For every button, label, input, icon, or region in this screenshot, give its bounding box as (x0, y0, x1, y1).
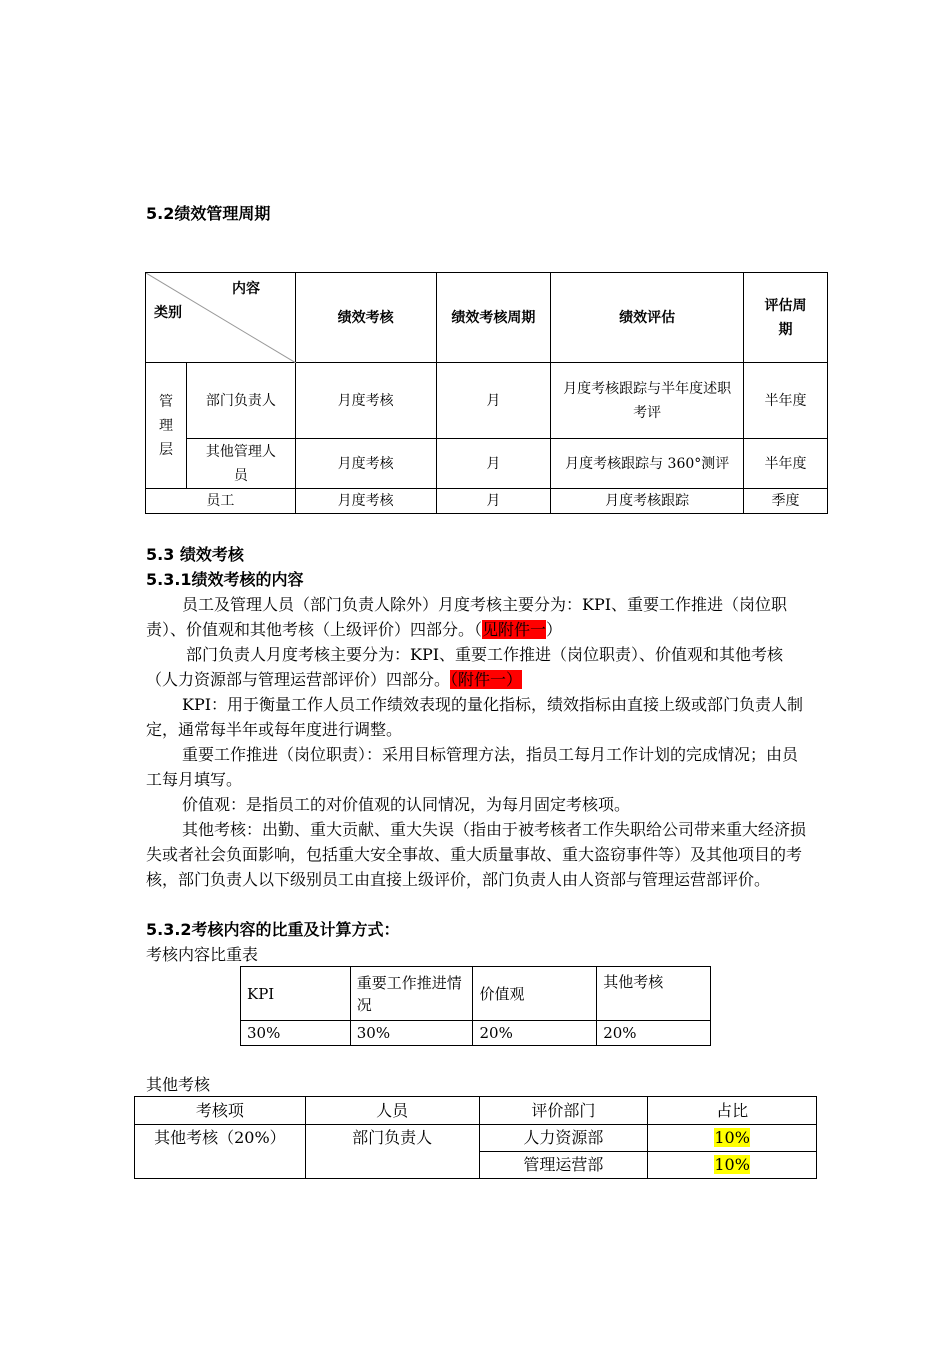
diag-left-label: 类别 (154, 305, 182, 321)
cell: 20% (473, 1021, 597, 1046)
subsection-heading: 5.3.1绩效考核的内容 (146, 570, 304, 589)
table-row (135, 1125, 817, 1152)
cell: 月度考核 (295, 363, 436, 439)
header-cell: 绩效评估 (551, 273, 744, 363)
table-row (146, 363, 828, 439)
header-cell: 其他考核 (597, 967, 711, 1021)
cell: 30% (241, 1021, 351, 1046)
row-label: 员工 (146, 489, 296, 514)
header-cell: 人员 (305, 1097, 479, 1125)
paragraph: KPI：用于衡量工作人员工作绩效表现的量化指标，绩效指标由直接上级或部门负责人制定，通常每半年或每年度进行调整。 (146, 695, 804, 739)
highlight-ref: （附件一） (450, 670, 523, 689)
cell: 半年度 (744, 363, 828, 439)
cell: 月 (436, 489, 551, 514)
section-heading: 5.3 绩效考核 (146, 545, 244, 564)
row-label: 部门负责人 (186, 363, 295, 439)
highlighted-value: 10% (714, 1155, 750, 1174)
header-cell: 价值观 (473, 967, 597, 1021)
highlighted-value: 10% (714, 1128, 750, 1147)
cell: 半年度 (744, 439, 828, 489)
header-cell: 占比 (648, 1097, 817, 1125)
cell: 季度 (744, 489, 828, 514)
cell: 管理运营部 (479, 1152, 648, 1179)
cell: 部门负责人 (305, 1125, 479, 1179)
paragraph-text: ） (546, 620, 563, 639)
cell: 月度考核 (295, 489, 436, 514)
paragraph: 重要工作推进（岗位职责）：采用目标管理方法，指员工每月工作计划的完成情况；由员工每月填写。 (146, 745, 799, 789)
section-heading: 5.2绩效管理周期 (146, 204, 271, 223)
cell: 月度考核 (295, 439, 436, 489)
cell (648, 1125, 817, 1152)
table-row (146, 439, 828, 489)
cell: 其他考核（20%） (135, 1125, 306, 1179)
cell: 人力资源部 (479, 1125, 648, 1152)
cell: 月度考核跟踪与半年度述职考评 (551, 363, 744, 439)
table-caption: 考核内容比重表 (146, 945, 259, 964)
subsection-heading: 5.3.2考核内容的比重及计算方式： (146, 920, 400, 939)
highlight-ref: 见附件一 (482, 620, 547, 639)
header-cell: 绩效考核 (295, 273, 436, 363)
header-cell: 绩效考核周期 (436, 273, 551, 363)
header-cell: 评估周期 (744, 273, 828, 363)
cell: 月度考核跟踪与 360°测评 (551, 439, 744, 489)
paragraph (146, 642, 806, 692)
paragraph-text: 部门负责人月度考核主要分为：KPI、重要工作推进（岗位职责）、价值观和其他考核（人力资源部与管理运营部评价）四部分。 (146, 645, 784, 689)
diag-top-label: 内容 (232, 281, 260, 297)
weight-table (240, 966, 711, 1046)
cell: 月 (436, 439, 551, 489)
cell: 月度考核跟踪 (551, 489, 744, 514)
row-label: 其他管理人员 (186, 439, 295, 489)
header-cell: 评价部门 (479, 1097, 648, 1125)
cell: 30% (350, 1021, 473, 1046)
paragraph: 其他考核：出勤、重大贡献、重大失误（指由于被考核者工作失职给公司带来重大经济损失或者社会负面影响，包括重大安全事故、重大质量事故、重大盗窃事件等）及其他项目的考核，部门负责人以下级别员工由直接上级评价，部门负责人由人资部与管理运营部评价。 (146, 820, 807, 889)
paragraph-text: 员工及管理人员（部门负责人除外）月度考核主要分为：KPI、重要工作推进（岗位职责）、价值观和其他考核（上级评价）四部分。（ (146, 595, 788, 639)
paragraph: 价值观：是指员工的对价值观的认同情况，为每月固定考核项。 (182, 795, 631, 814)
table-row (146, 489, 828, 514)
group-label: 管理层 (146, 363, 187, 489)
cell (648, 1152, 817, 1179)
cell: 20% (597, 1021, 711, 1046)
header-cell: 考核项 (135, 1097, 306, 1125)
cell: 月 (436, 363, 551, 439)
table-row (241, 1021, 711, 1046)
performance-cycle-table (145, 272, 828, 514)
table-caption: 其他考核 (146, 1075, 211, 1094)
diagonal-header-cell (146, 273, 296, 363)
header-cell: 重要工作推进情况 (350, 967, 473, 1021)
header-cell: KPI (241, 967, 351, 1021)
paragraph (146, 592, 806, 642)
other-assessment-table (134, 1096, 817, 1179)
